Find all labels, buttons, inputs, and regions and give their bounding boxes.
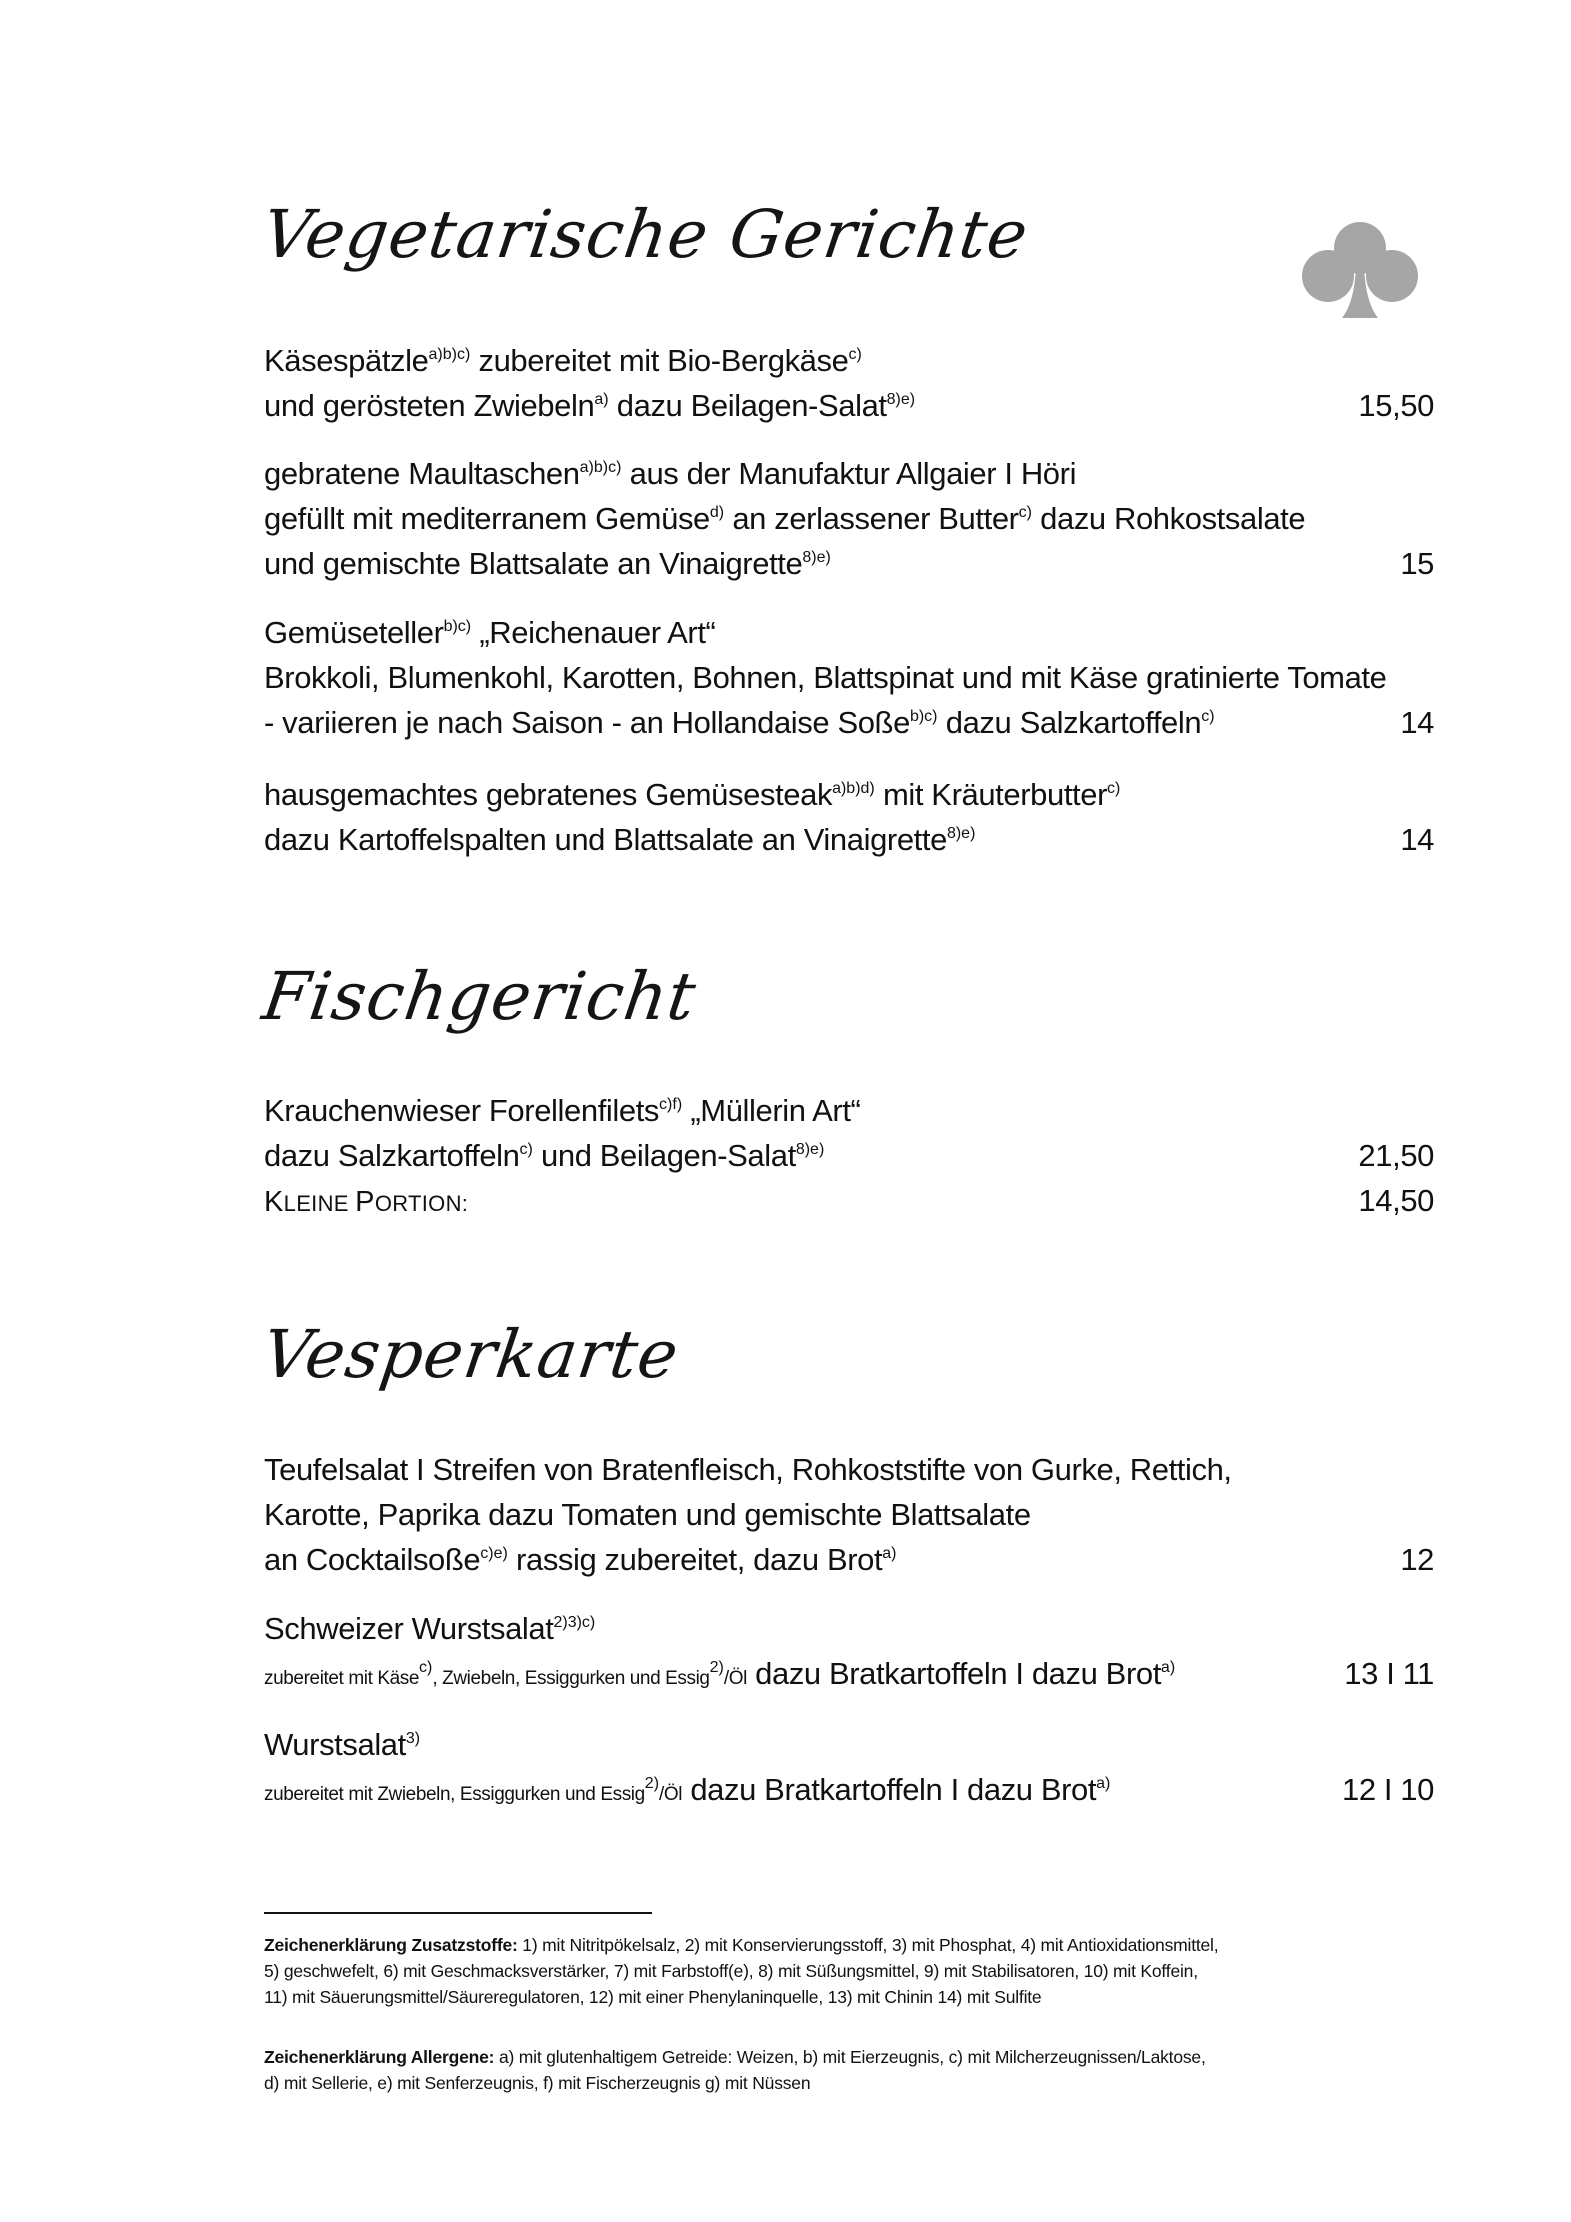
price: 12 I 10 [1341, 1772, 1434, 1807]
menu-item-gemuesesteak: hausgemachtes gebratenes Gemüsesteak$^{a)b)d)}$ mit Kräuterbutter$^{c)}$ dazu Kartoffelspalten und Blattsalate an Vinaigrette$^{8)e)}$ 14 [264, 772, 1434, 862]
menu-item-schweizer-wurstsalat: Schweizer Wurstsalat$^{2)3)c)}$ zubereitet mit Käse$^{c)}$, Zwiebeln, Essiggurken und Essig$^{2)}$/Öl dazu Bratkartoffeln I dazu Brot$^{a)}$ 13 I 11 [264, 1606, 1434, 1696]
section-title-vesper: Vesperkarte [258, 1316, 684, 1393]
price: 15 [1400, 546, 1434, 581]
price: 12 [1400, 1542, 1434, 1577]
menu-item-wurstsalat: Wurstsalat$^{3)}$ zubereitet mit Zwiebeln, Essiggurken und Essig$^{2)}$/Öl dazu Bratkartoffeln I dazu Brot$^{a)}$ 12 I 10 [264, 1722, 1434, 1812]
menu-item-teufelsalat: Teufelsalat I Streifen von Bratenfleisch, Rohkoststifte von Gurke, Rettich, Karotte, Paprika dazu Tomaten und gemischte Blattsalate an Cocktailsoße$^{c)e)}$ rassig zubereitet, dazu Brot$^{a)}$ 12 [264, 1447, 1434, 1582]
price: 14 [1400, 705, 1434, 740]
price: 15,50 [1358, 388, 1434, 423]
small-portion-label: KLEINE PORTION: [264, 1186, 469, 1218]
menu-item-maultaschen: gebratene Maultaschen$^{a)b)c)}$ aus der Manufaktur Allgaier I Höri gefüllt mit mediterranem Gemüse$^{d)}$ an zerlassener Butter$^{c)}$ dazu Rohkostsalate und gemischte Blattsalate an Vinaigrette$^{8)e)}$ 15 [264, 451, 1434, 586]
club-icon [1290, 218, 1430, 318]
footnote-allergens: Zeichenerklärung Allergene: a) mit glutenhaltigem Getreide: Weizen, b) mit Eierzeugnis, c) mit Milcherzeugnissen/Laktose, d) mit Sellerie, e) mit Senferzeugnis, f) mit Fischerzeugnis g) mit Nüssen [264, 2047, 1206, 2093]
footnote-additives: Zeichenerklärung Zusatzstoffe: 1) mit Nitritpökelsalz, 2) mit Konservierungsstoff, 3) mit Phosphat, 4) mit Antioxidationsmittel, 5) geschwefelt, 6) mit Geschmacksverstärker, 7) mit Farbstoff(e), 8) mit Süßungsmittel, 9) mit Stabilisatoren, 10) mit Koffein, 11) mit Säuerungsmittel/Säureregulatoren, 12) mit einer Phenylaninquelle, 13) mit Chinin 14) mit Sulfite [264, 1935, 1219, 2007]
menu-item-gemueseteller: Gemüseteller$^{b)c)}$ „Reichenauer Art“ Brokkoli, Blumenkohl, Karotten, Bohnen, Blattspinat und mit Käse gratinierte Tomate - variieren je nach Saison - an Hollandaise Soße$^{b)c)}$ dazu Salzkartoffeln$^{c)}$ 14 [264, 610, 1434, 745]
section-title-vegetarian: Vegetarische Gerichte [258, 196, 1034, 273]
price: 14 [1400, 822, 1434, 857]
menu-item-kaesespaetzle: Käsespätzle$^{a)b)c)}$ zubereitet mit Bio-Bergkäse$^{c)}$ und gerösteten Zwiebeln$^{a)}$ dazu Beilagen-Salat$^{8)e)}$ 15,50 [264, 338, 1434, 428]
footnote-divider [264, 1912, 652, 1914]
menu-item-forellenfilets: Krauchenwieser Forellenfilets$^{c)f)}$ „Müllerin Art“ dazu Salzkartoffeln$^{c)}$ und Beilagen-Salat$^{8)e)}$ 21,50 KLEINE PORTION: 14,50 [264, 1088, 1434, 1218]
small-portion-price: 14,50 [1358, 1183, 1434, 1218]
price: 13 I 11 [1344, 1656, 1434, 1691]
section-title-fish: Fischgericht [258, 958, 702, 1035]
price: 21,50 [1358, 1138, 1434, 1173]
